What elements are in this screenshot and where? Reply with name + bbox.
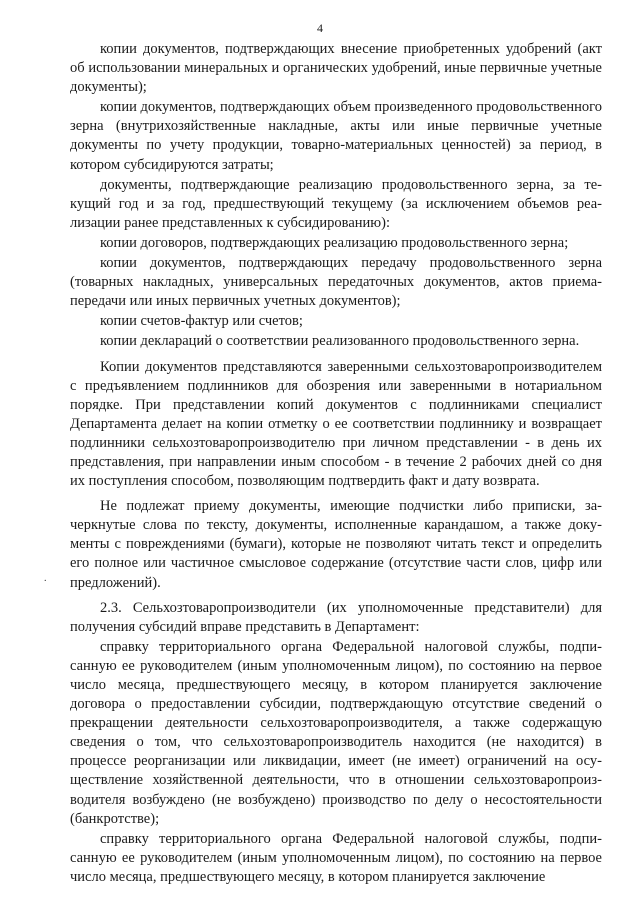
margin-mark: . [44, 573, 47, 584]
paragraph-invoices: копии счетов-фактур или счетов; [100, 313, 303, 330]
page-number: 4 [317, 21, 323, 35]
paragraph-rejection-rules: Не подлежат приему документы, имеющие подчистки либо приписки, зачеркнутые слова по тексту, документы, исполненные карандашом, а также документы с повреждениями (бумаги), которые не позволяют читать текст и определить его полное или частичное смысловое содержание (отсутствие части слов, цифр или предложений). [70, 498, 602, 591]
paragraph-transfer-docs: копии документов, подтверждающих передачу продовольственного зерна (товарных накладных, универсальных передаточных документов, актов приема-передачи или иных первичных учетных документов); [70, 255, 602, 310]
paragraph-contracts: копии договоров, подтверждающих реализацию продовольственного зерна; [100, 234, 569, 251]
paragraph-tax-certificate-1: справку территориального органа Федеральной налоговой службы, подписанную ее руководителем (иным уполномоченным лицом), по состоянию на первое число месяца, предшествующего месяцу, в котором планируется заключение договора о предоставлении субсидии, подтверждающую отсутствие сведений о прекращении деятельности сельхозтоваропроизводителя, а также содержащую сведения о том, что сельхозтоваропроизводитель находится (не находится) в процессе реорганизации или ликвидации, имеет (не имеет) ограничений на осуществление хозяйственной деятельности, что в отношении сельхозтоваропроизводителя возбуждено (не возбуждено) производство по делу о несостоятельности (банкротстве); [70, 638, 602, 827]
body-text [70, 40, 602, 888]
paragraph-section-2-3: 2.3. Сельхозтоваропроизводители (их уполномоченные представители) для получения субсидий вправе представить в Департамент: [70, 599, 602, 635]
paragraph-grain-volume-docs: копии документов, подтверждающих объем произведенного продовольственного зерна (внутрихозяйственные накладные, акты или иные первичные учетные документы по учету продукции, товарно-материальных ценностей) за период, в котором субсидируются затраты; [70, 99, 602, 173]
paragraph-grain-sales-docs: документы, подтверждающие реализацию продовольственного зерна, за текущий год и за год, предшествующий текущему (за исключением объемов реализации ранее представленных к субсидированию): [70, 176, 602, 231]
paragraph-declarations: копии деклараций о соответствии реализованного продовольственного зерна. [100, 333, 580, 350]
paragraph-copies-certification: Копии документов представляются заверенными сельхозтоваропроизводителем с предъявлением подлинников для обозрения или заверенными в нотариальном порядке. При представлении копий документов с подлинниками специалист Департамента делает на копии отметку о ее соответствии подлиннику и возвращает подлинники сельхозтоваропроизводителю при личном представлении - в день их представления, при направлении иным способом - в течение 2 рабочих дней со дня их поступления способом, позволяющим подтвердить факт и дату возврата. [70, 358, 602, 490]
paragraph-tax-certificate-2: справку территориального органа Федеральной налоговой службы, подписанную ее руководителем (иным уполномоченным лицом), по состоянию на первое число месяца, предшествующего месяцу, в котором планируется заключение [70, 830, 602, 885]
paragraph-fertilizer-docs: копии документов, подтверждающих внесение приобретенных удобрений (акт об использовании минеральных и органических удобрений, иные первичные учетные документы); [70, 41, 602, 96]
